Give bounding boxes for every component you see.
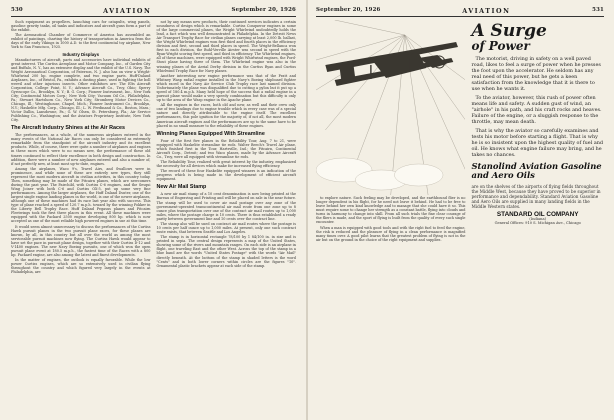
ad-paragraph: That is why the aviator so carefully examines and tests his motor before starting a flight. That is why he is so insistent upon the highest quality of fuel and oil. He knows what engine failure may bring, and he takes no chances. (471, 128, 604, 158)
paragraph: Such equipment as propellers, launching cars for catapults, wing panels, gasoline gravity tanks, oil tanks and indicators and aircraft guns form a part of the exhibit. (11, 20, 151, 33)
ad-illustration-column (316, 20, 465, 243)
ad-brand: Stanolind Aviation Gasoline and Aero Oils (471, 161, 602, 181)
ad-headline-a: A Surge (471, 21, 547, 41)
airplane-shape (325, 42, 458, 86)
page-header (316, 7, 604, 17)
paragraph: Four of the first five planes in the Reliability Tour, Aug. 7 to 21, were equipped with Haskelite streamline tie rods. Walter Beech's Travel Air plane, which finished first in the Tour, Hartsville, Ind.; the Pitcairn, Continental Aircraft Corp., Detroit; and two Waco planes, made by the Advance Aircraft Co., Troy, were all equipped with streamline tie rods. (156, 138, 296, 159)
ad-company: STANDARD OIL COMPANY (496, 210, 579, 218)
right-page (308, 0, 614, 420)
paragraph: The stamp is in horizontal rectangle 78/100 by 1 84/100 in. in size and is printed in sepia. The central design represents a map of the United States, showing some of the rivers and mountain ranges. On each side is an airplane in flight, one traveling East and the other West. Across the top of the stamp in a blue band are the words "United States Postage" with the words "Air Mail" directly beneath. At the bottom of the stamp in shaded letters is the word "Cents" and in both lower corners within circles are the figures "10". Ornamental plastic brackets appear at each side of the stamp. (156, 235, 296, 268)
paragraph: Among the airplanes, Waco 9's, Travel Airs, and Swallows were in prominence, and while none of these are entirely new types, they still represent the most modern aircraft in civilian activities, in this country today. Then, something may be made of the Pitcairn planes, which are newcomers during the past year. The Fairchild, with Curtiss C-6 engines, and the Sesqui Wing Joiner with both C-6 and Curtiss OX-5, put up some very fine performances. Among the larger airplanes, the Huff Daland Duster, one of the largest single engine landing planes in the world, is one of the newer airplanes, although one of these machines had its race last year also with success. This type of plane reached a speed of 120.7 m.p.h. toward by the winning Fokker in the Liberty Bell Trophy Race. Huff Daland Pegasus planes and Pitcairn Fleetwings took the first three places in this event. All these machines were equipped with the Packard 2500 engine developing 800 hp. which is now accepted as one of the most reliable high powered engines in use at this time. (11, 166, 151, 224)
ad-company-sub: (Indiana) (529, 216, 547, 221)
issue-date: September 20, 1926 (316, 7, 381, 13)
article-headline: New Air Mail Stamp (156, 184, 207, 191)
paragraph: Another interesting new engine performance was that of the Pratt and Whitney Wasp radial engine installed in the Navy's Boeing shipboard fighter which raced in the Navy Air Service Club Trophy race last named division. Unfortunately the plane was disqualified due to cutting a pylon but it put up a speed of 180.4 m.p.h. Many held hope of the success that a radial engine in a pursuit plane would make a very speedy combination but this difficulty is only up to the area of the Wasp engine in the Apache plane. (156, 73, 296, 103)
paragraph: The Aeronautical Chamber of Commerce of America has assembled an exhibit of paintings, charting the history of transportation in America from the days of the early Vikings in 1000 A.D. to the first continental toy airplane, New York to San Francisco, 1925. (11, 33, 151, 50)
ad-paragraph: To the aviator, however, this rush of power often means life and safety. A sudden gust of wind, an "airhole" in his path, and his craft rocks and heaves. Failure of the engine, or a sluggish response to the throttle, may mean death. (471, 95, 602, 125)
left-page (0, 0, 306, 420)
ad-headline (471, 22, 604, 53)
page-header (11, 7, 296, 17)
article-headline: Winning Planes Equipped With Streamline (156, 130, 265, 137)
paragraph: The stamp also will be used on contract air mail routes where the postage is 10 cents per half ounce up to 1,000 miles. At present, only one such contract route exists, that between Seattle and Los Angeles. (156, 221, 296, 235)
magazine-title: AVIATION (103, 7, 152, 15)
article-column-1 (11, 20, 151, 276)
paragraph: A new air mail stamp of a 10 cent denomination is now being printed at the Bureau of Engraving and Printing and will be placed on sale in the near future. The stamp will be used to cover air mail postage over any zone of the government-operated transcontinental air mail route from one zone up to 8 ounce plus transportation over one of the contract air mail routes up to 1,000 miles, where the postage charge is 10 cents. There is thus established a ready parity between government line and 10 cents over the contract line. (156, 192, 296, 221)
ad-text-column (471, 20, 604, 243)
paragraph: In the matter of engines, the outlook is equally favorable. While the low power Curtiss engines, which are so extensively used in civilian flying throughout the country and which figured very largely in the events at Philadelphia, are (11, 258, 151, 275)
article-headline: The Aircraft Industry Shines at the Air Races (11, 125, 126, 132)
clouds (316, 158, 443, 190)
ad-note: are on the shelves of the airports of flying fields throughout the Middle West, because they have proved to be superior in performance and dependability. Standard Aviation Gasoline and Aero Oils are supplied in many landing fields in the Middle Western states. (471, 183, 601, 209)
issue-date: September 20, 1926 (231, 7, 296, 13)
paragraph: The record of these four Haskelite equipped winners is an indication of the progress which is being made in the development of efficient aircraft equipment. (156, 169, 296, 182)
page-number: 530 (11, 7, 23, 13)
ad-body (471, 56, 604, 158)
paragraph: The Reliability Tour, realized with great interest by the industry, emphasized the necessity for all devices which make for increased flying efficiency. (156, 160, 296, 169)
article-column-2 (157, 20, 297, 276)
magazine-title: AVIATION (462, 7, 511, 15)
paragraph: When a man is equipped with good tools and with the right fuel to feed the engine, the risk is reduced and the pleasure of flying in a clean performance is magnified many times over. A good pilot learns that the greatest problem of flying is not in the air but on the ground in the choice of the right equipment and supplies. (316, 225, 466, 242)
ad-paragraph: The motorist, driving in safety on a well paved road, likes to feel a surge of power when he presses the foot upon the accelerator. He seldom has any real need of this power, but he gets a keen satisfaction from the knowledge that it is there to use when he wants it. (471, 56, 601, 92)
page-number: 531 (592, 7, 604, 13)
subheading: Industry Displays (62, 51, 100, 57)
paragraph: The performances, as a whole, of the numerous airplanes entered in the many events of the National Air Races can only be considered as extremely remarkable from the standpoint of the aircraft industry and its excellent products. While, of course, there were quite a number of airplanes and engines in these races which were to no means new, the performance of these old timers continued to reflect their excellence in both design and construction. In addition, there were a number of new airplanes entered and also a number of, if not perfectly new, at least most up-to-date, engines. (11, 133, 151, 166)
ad-headline-b: of Power (471, 39, 530, 53)
airplane-illustration (316, 20, 465, 195)
paragraph: All the engines in the races, both old and new, as well and their crew only one of two landings due to engine trouble which in every case was of a special nature and directly attributable to the engine itself. The excellent performances, this pole ignition for the majority of, if not all, the most modern American aircraft engines and the performances are up to the same have to be placed in no small measure to the reliability of these engines. (156, 103, 296, 128)
paragraph: It would seem almost unnecessary to discuss the performances of the Curtiss Hawk pursuit planes in the two pursuit plane races, for these planes are known, by all, in this country but all over the world as among the most serviceable pursuit machines now flying. The Curtiss Hawk would appear to have set the pace in pursuit plane design, together with their Curtiss D-12 and V-1400 engines. The new Navy Boeing pursuits, one of which won the open pursuit plane event at 180.5 m.p.h., the fastest time of the Races with a 800 hp. Packard engine, are also among the latest and finest developments. (11, 224, 151, 257)
ad-address: General Offices: 910 S. Michigan Ave., Chicago (494, 221, 581, 226)
paragraph: Manufacturers of aircraft, parts and accessories have individual exhibits of great interest. The Curtiss Aeroplane and Motor Company, Inc., of Garden City and Buffalo, N. Y., has an extensive display and the exhibit of the U.S. Navy. The Wright Aeronautical Corporation, of Paterson, N. J. also has on view a Wright-Whirlwind 200 hp. engine complete, and two engine parts. Huff-Daland Airplanes, Inc., of Bristol, Pa., exhibits a dusting plane, used in fighting the boll weevil and other injurious insects. Other exhibitors are: The Elts Aircraft Corporation, College Point, N. Y.; Advance Aircraft Co., Troy, Ohio; Sperry Gyroscope Co., Brooklyn, N. Y.; B. G. Corp.; Pioneer Instrument, Inc., New York City; Continental Motors Corp.; New York City; Vacuum Oil Co., Philadelphia, Pa.; Stewart Hartshorn Co., New York City; Stromberg Motor Devices Co., Chicago, Ill.; Westinghouse, Chapel, Mich.; Pioneer Instrument Co., Brooklyn, N.Y.; Haskelite Mfg. Corp., Chicago, Ill.; L. W. Ferdinand & Co., Boston, Mass.; Victor Dallin, Lansdowne, Pa.; G. W. Olsen, St. Petersburg, Fla.; Air Service Publishing Co., Washington; and the Aviators Proprietary Institute, New York City. (11, 57, 151, 123)
paragraph: to explore nature. Such feeling may be developed, and the earthbound flier is no longer dependent in his flight, for he need not leave it behind. He had to be free to leave behind her own kind knowledge and to manage that she could have it so. This must require some to change her strength as a constant battle, flying into clouds and turns in harmony to change into skill. From all such trials the fine clear courage of the fliers is made, and the sport of flying is built from the quality of every such single encounter. (316, 196, 466, 225)
paragraph: not by any means new products, their continued services indicates a certain soundness of design which is remarkable. Curtiss Conqueror engines in some of the large commercial planes, the Wright Whirlwind undoubtedly holds the lead, a fact which was well demonstrated in Philadelphia. In the Detroit News Air Transport Trophy Race for civilian planes carrying at least 2,000 lb. ballast, the Wright Whirlwind engines won first third and fourth places in the efficiency division and first, second and third places in speed. The Wright-Bellanca won first in each division, the Buhl-Verville Airster was second in speed with the Ryan-Wright scoring first speed, and third in efficiency. The Whirlwind engines, all of these machines, were equipped with Wright Whirlwind engines, the Ford-Stout plane having three of them. The Whirlwind engine was also in the winning planes of the Aerial Derby division in the Curtiss Ryan and Curtiss Whirlwind Trophy Race for Navy planes. (156, 20, 296, 73)
